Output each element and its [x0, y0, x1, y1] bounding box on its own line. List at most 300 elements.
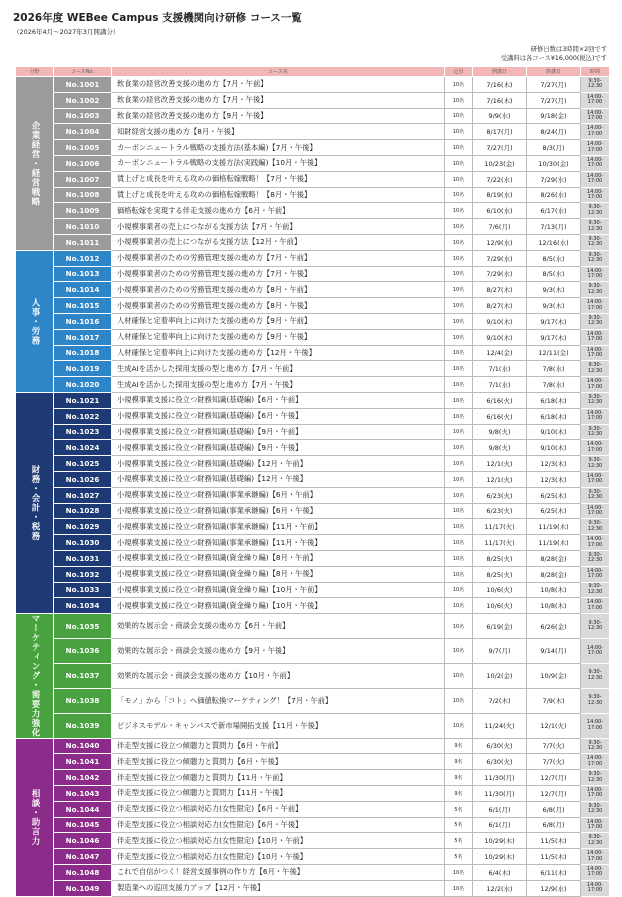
time-start: 14:00- — [586, 850, 604, 857]
course-name: 効果的な展示会・商談会支援の進め方【6月・午前】 — [112, 614, 445, 639]
time-start: 14:00- — [586, 865, 604, 872]
course-capacity: 10名 — [445, 313, 473, 329]
time-end: 17:00 — [587, 649, 603, 656]
time-start: 14:00- — [586, 299, 604, 306]
time-start: 9:30- — [588, 314, 602, 321]
course-number: No.1024 — [54, 440, 112, 456]
time-end: 17:00 — [587, 383, 603, 390]
table-row — [16, 329, 610, 345]
course-time — [581, 582, 610, 598]
course-capacity: 10名 — [445, 187, 473, 203]
course-name: 小規模事業支援に役立つ財務知識(事業承継編)【11月・午前】 — [112, 519, 445, 535]
course-capacity: 10名 — [445, 345, 473, 361]
course-end-date: 6/8(月) — [527, 801, 581, 817]
course-name: 生成AIを活かした採用支援の型と進め方【7月・午前】 — [112, 361, 445, 377]
time-start: 9:30- — [588, 694, 602, 701]
course-capacity: 10名 — [445, 598, 473, 614]
course-time — [581, 864, 610, 880]
course-time — [581, 471, 610, 487]
time-start: 9:30- — [588, 551, 602, 558]
category-cell — [16, 392, 54, 613]
course-number: No.1003 — [54, 108, 112, 124]
course-capacity: 10名 — [445, 713, 473, 738]
table-row — [16, 171, 610, 187]
time-end: 12:30 — [587, 257, 603, 264]
course-capacity: 10名 — [445, 329, 473, 345]
course-number: No.1017 — [54, 329, 112, 345]
course-start-date: 7/1(水) — [473, 361, 527, 377]
course-name: 伴走型支援に役立つ相談対応力(女性限定)【10月・午後】 — [112, 849, 445, 865]
table-row — [16, 187, 610, 203]
table-row — [16, 582, 610, 598]
time-end: 12:30 — [587, 744, 603, 751]
course-end-date: 11/19(木) — [527, 535, 581, 551]
time-end: 12:30 — [587, 430, 603, 437]
course-number: No.1047 — [54, 849, 112, 865]
time-end: 12:30 — [587, 776, 603, 783]
course-number: No.1020 — [54, 377, 112, 393]
course-start-date: 7/27(月) — [473, 140, 527, 156]
time-start: 9:30- — [588, 362, 602, 369]
course-end-date: 12/9(水) — [527, 880, 581, 896]
course-name: 賃上げと成長を叶える攻めの価格転嫁戦略！【8月・午後】 — [112, 187, 445, 203]
course-end-date: 9/14(月) — [527, 638, 581, 663]
course-number: No.1018 — [54, 345, 112, 361]
course-number: No.1028 — [54, 503, 112, 519]
table-row — [16, 801, 610, 817]
time-end: 17:00 — [587, 792, 603, 799]
course-end-date: 7/8(水) — [527, 377, 581, 393]
course-number: No.1008 — [54, 187, 112, 203]
course-start-date: 12/4(金) — [473, 345, 527, 361]
course-end-date: 6/18(木) — [527, 408, 581, 424]
category-label: 人事・労務 — [30, 297, 40, 346]
time-start: 14:00- — [586, 755, 604, 762]
course-end-date: 6/25(木) — [527, 487, 581, 503]
course-name: 小規模事業支援に役立つ財務知識(資金繰り編)【10月・午後】 — [112, 598, 445, 614]
course-number: No.1010 — [54, 219, 112, 235]
time-end: 12:30 — [587, 320, 603, 327]
course-time — [581, 92, 610, 108]
course-end-date: 7/27(月) — [527, 77, 581, 93]
category-label: 企業経営・経営戦略 — [30, 120, 40, 207]
course-start-date: 10/23(金) — [473, 155, 527, 171]
course-end-date: 9/17(木) — [527, 313, 581, 329]
time-end: 12:30 — [587, 699, 603, 706]
course-end-date: 8/28(金) — [527, 550, 581, 566]
time-start: 9:30- — [588, 488, 602, 495]
time-start: 14:00- — [586, 378, 604, 385]
course-start-date: 7/22(水) — [473, 171, 527, 187]
course-name: 飲食業の経営改善支援の進め方【7月・午後】 — [112, 92, 445, 108]
course-end-date: 10/8(木) — [527, 598, 581, 614]
course-number: No.1038 — [54, 688, 112, 713]
course-start-date: 8/25(火) — [473, 550, 527, 566]
course-start-date: 6/4(木) — [473, 864, 527, 880]
course-start-date: 11/24(火) — [473, 713, 527, 738]
course-capacity: 10名 — [445, 638, 473, 663]
course-start-date: 12/1(火) — [473, 471, 527, 487]
time-end: 17:00 — [587, 509, 603, 516]
course-capacity: 10名 — [445, 392, 473, 408]
course-name: 小規模事業支援に役立つ財務知識(基礎編)【12月・午後】 — [112, 471, 445, 487]
time-end: 17:00 — [587, 99, 603, 106]
time-start: 14:00- — [586, 504, 604, 511]
course-name: 伴走型支援に役立つ相談対応力(女性限定)【10月・午前】 — [112, 833, 445, 849]
table-row — [16, 849, 610, 865]
course-time — [581, 614, 610, 639]
course-start-date: 9/10(木) — [473, 313, 527, 329]
course-capacity: 9名 — [445, 785, 473, 801]
course-number: No.1036 — [54, 638, 112, 663]
course-capacity: 5名 — [445, 801, 473, 817]
course-start-date: 12/1(火) — [473, 456, 527, 472]
course-name: 「モノ」から「コト」へ価値転換マーケティング！【7月・午前】 — [112, 688, 445, 713]
time-end: 17:00 — [587, 114, 603, 121]
course-number: No.1016 — [54, 313, 112, 329]
time-end: 12:30 — [587, 241, 603, 248]
course-end-date: 8/24(月) — [527, 124, 581, 140]
course-start-date: 7/2(木) — [473, 688, 527, 713]
course-time — [581, 663, 610, 688]
course-start-date: 6/23(火) — [473, 487, 527, 503]
course-start-date: 9/7(月) — [473, 638, 527, 663]
course-time — [581, 817, 610, 833]
course-name: 伴走型支援に役立つ傾聴力と質問力【6月・午前】 — [112, 738, 445, 754]
course-end-date: 8/26(水) — [527, 187, 581, 203]
course-time — [581, 566, 610, 582]
course-number: No.1035 — [54, 614, 112, 639]
time-end: 17:00 — [587, 193, 603, 200]
course-number: No.1033 — [54, 582, 112, 598]
course-name: 小規模事業者のための労務管理支援の進め方【8月・午後】 — [112, 298, 445, 314]
header-category: 分野 — [16, 67, 54, 77]
time-end: 12:30 — [587, 625, 603, 632]
course-time — [581, 770, 610, 786]
table-row — [16, 124, 610, 140]
table-row — [16, 519, 610, 535]
course-name: 価格転嫁を実現する伴走支援の進め方【6月・午前】 — [112, 203, 445, 219]
course-time — [581, 124, 610, 140]
time-start: 14:00- — [586, 346, 604, 353]
table-row — [16, 219, 610, 235]
time-start: 14:00- — [586, 818, 604, 825]
time-end: 17:00 — [587, 130, 603, 137]
course-time — [581, 801, 610, 817]
time-end: 12:30 — [587, 494, 603, 501]
course-number: No.1039 — [54, 713, 112, 738]
time-end: 12:30 — [587, 399, 603, 406]
course-capacity: 10名 — [445, 155, 473, 171]
time-start: 9:30- — [588, 669, 602, 676]
course-start-date: 11/30(月) — [473, 770, 527, 786]
course-start-date: 8/25(火) — [473, 566, 527, 582]
course-end-date: 8/28(金) — [527, 566, 581, 582]
course-start-date: 8/19(水) — [473, 187, 527, 203]
time-start: 14:00- — [586, 267, 604, 274]
category-label: 相談・助言力 — [30, 788, 40, 846]
time-start: 9:30- — [588, 739, 602, 746]
course-time — [581, 298, 610, 314]
course-capacity: 10名 — [445, 171, 473, 187]
time-start: 14:00- — [586, 188, 604, 195]
course-end-date: 6/11(木) — [527, 864, 581, 880]
course-table-body — [16, 77, 610, 897]
course-capacity: 10名 — [445, 503, 473, 519]
course-number: No.1040 — [54, 738, 112, 754]
time-end: 17:00 — [587, 855, 603, 862]
course-capacity: 9名 — [445, 770, 473, 786]
table-row — [16, 738, 610, 754]
course-name: 小規模事業者のための労務管理支援の進め方【8月・午前】 — [112, 282, 445, 298]
course-time — [581, 550, 610, 566]
course-number: No.1014 — [54, 282, 112, 298]
course-time — [581, 785, 610, 801]
course-table — [15, 66, 610, 897]
time-start: 9:30- — [588, 457, 602, 464]
header-time: 時間 — [581, 67, 610, 77]
course-end-date: 10/30(金) — [527, 155, 581, 171]
course-start-date: 12/9(水) — [473, 234, 527, 250]
course-end-date: 9/10(木) — [527, 440, 581, 456]
course-number: No.1015 — [54, 298, 112, 314]
course-start-date: 10/29(木) — [473, 833, 527, 849]
course-number: No.1031 — [54, 550, 112, 566]
course-capacity: 10名 — [445, 424, 473, 440]
table-row — [16, 503, 610, 519]
course-time — [581, 688, 610, 713]
time-start: 14:00- — [586, 536, 604, 543]
course-capacity: 10名 — [445, 519, 473, 535]
course-end-date: 7/9(木) — [527, 688, 581, 713]
table-row — [16, 108, 610, 124]
time-start: 14:00- — [586, 330, 604, 337]
course-start-date: 7/16(木) — [473, 92, 527, 108]
course-name: 伴走型支援に役立つ傾聴力と質問力【6月・午後】 — [112, 754, 445, 770]
table-row — [16, 663, 610, 688]
time-start: 14:00- — [586, 472, 604, 479]
course-time — [581, 880, 610, 896]
course-start-date: 11/17(火) — [473, 519, 527, 535]
course-start-date: 10/6(火) — [473, 582, 527, 598]
course-number: No.1032 — [54, 566, 112, 582]
table-row — [16, 377, 610, 393]
course-start-date: 6/30(火) — [473, 738, 527, 754]
course-start-date: 7/16(木) — [473, 77, 527, 93]
header-course-no: コースNo. — [54, 67, 112, 77]
course-time — [581, 266, 610, 282]
table-row — [16, 282, 610, 298]
time-start: 14:00- — [586, 109, 604, 116]
table-row — [16, 408, 610, 424]
course-name: 製造業への巡回支援力アップ【12月・午後】 — [112, 880, 445, 896]
time-end: 17:00 — [587, 304, 603, 311]
course-start-date: 7/29(水) — [473, 250, 527, 266]
course-capacity: 10名 — [445, 440, 473, 456]
course-time — [581, 738, 610, 754]
course-number: No.1027 — [54, 487, 112, 503]
table-row — [16, 456, 610, 472]
table-row — [16, 638, 610, 663]
course-time — [581, 140, 610, 156]
time-end: 17:00 — [587, 415, 603, 422]
time-start: 14:00- — [586, 719, 604, 726]
course-time — [581, 424, 610, 440]
table-row — [16, 424, 610, 440]
time-start: 14:00- — [586, 786, 604, 793]
table-row — [16, 140, 610, 156]
course-name: 飲食業の経営改善支援の進め方【7月・午前】 — [112, 77, 445, 93]
time-end: 12:30 — [587, 367, 603, 374]
course-capacity: 5名 — [445, 817, 473, 833]
course-number: No.1001 — [54, 77, 112, 93]
time-end: 17:00 — [587, 541, 603, 548]
course-end-date: 7/7(火) — [527, 754, 581, 770]
course-number: No.1043 — [54, 785, 112, 801]
course-time — [581, 313, 610, 329]
table-row — [16, 392, 610, 408]
course-capacity: 10名 — [445, 77, 473, 93]
course-end-date: 11/5(木) — [527, 833, 581, 849]
course-end-date: 12/11(金) — [527, 345, 581, 361]
time-end: 12:30 — [587, 225, 603, 232]
course-capacity: 10名 — [445, 408, 473, 424]
course-time — [581, 282, 610, 298]
table-row — [16, 266, 610, 282]
table-row — [16, 817, 610, 833]
course-number: No.1048 — [54, 864, 112, 880]
course-end-date: 6/8(月) — [527, 817, 581, 833]
time-end: 17:00 — [587, 336, 603, 343]
course-end-date: 7/29(水) — [527, 171, 581, 187]
course-name: 伴走型支援に役立つ相談対応力(女性限定)【6月・午前】 — [112, 801, 445, 817]
course-number: No.1041 — [54, 754, 112, 770]
course-name: 小規模事業支援に役立つ財務知識(基礎編)【12月・午前】 — [112, 456, 445, 472]
course-time — [581, 713, 610, 738]
course-name: 小規模事業支援に役立つ財務知識(事業承継編)【11月・午後】 — [112, 535, 445, 551]
course-time — [581, 849, 610, 865]
table-row — [16, 203, 610, 219]
time-end: 17:00 — [587, 871, 603, 878]
course-number: No.1019 — [54, 361, 112, 377]
course-start-date: 7/29(水) — [473, 266, 527, 282]
course-end-date: 7/13(月) — [527, 219, 581, 235]
time-start: 14:00- — [586, 441, 604, 448]
time-start: 9:30- — [588, 251, 602, 258]
course-start-date: 9/10(木) — [473, 329, 527, 345]
course-capacity: 10名 — [445, 663, 473, 688]
table-row — [16, 250, 610, 266]
course-name: 小規模事業支援に役立つ財務知識(基礎編)【6月・午前】 — [112, 392, 445, 408]
course-end-date: 12/3(木) — [527, 471, 581, 487]
course-time — [581, 638, 610, 663]
course-time — [581, 187, 610, 203]
course-number: No.1012 — [54, 250, 112, 266]
table-row — [16, 770, 610, 786]
table-row — [16, 234, 610, 250]
course-name: 伴走型支援に役立つ傾聴力と質問力【11月・午後】 — [112, 785, 445, 801]
course-name: 小規模事業支援に役立つ財務知識(事業承継編)【6月・午後】 — [112, 503, 445, 519]
course-name: 小規模事業支援に役立つ財務知識(基礎編)【6月・午後】 — [112, 408, 445, 424]
course-end-date: 9/3(木) — [527, 298, 581, 314]
course-number: No.1025 — [54, 456, 112, 472]
time-start: 9:30- — [588, 802, 602, 809]
course-capacity: 10名 — [445, 361, 473, 377]
time-start: 14:00- — [586, 172, 604, 179]
table-row — [16, 535, 610, 551]
table-row — [16, 487, 610, 503]
time-start: 14:00- — [586, 141, 604, 148]
course-capacity: 10名 — [445, 614, 473, 639]
time-start: 9:30- — [588, 583, 602, 590]
course-start-date: 9/9(水) — [473, 108, 527, 124]
course-name: カーボンニュートラル戦略の支援方法(基本編)【7月・午後】 — [112, 140, 445, 156]
table-row — [16, 713, 610, 738]
course-capacity: 10名 — [445, 282, 473, 298]
time-start: 14:00- — [586, 567, 604, 574]
course-number: No.1013 — [54, 266, 112, 282]
course-start-date: 12/2(水) — [473, 880, 527, 896]
time-end: 12:30 — [587, 462, 603, 469]
header-start-date: 開講日 — [473, 67, 527, 77]
time-start: 9:30- — [588, 235, 602, 242]
course-start-date: 7/1(水) — [473, 377, 527, 393]
time-start: 14:00- — [586, 93, 604, 100]
course-capacity: 10名 — [445, 880, 473, 896]
time-start: 14:00- — [586, 125, 604, 132]
course-name: 伴走型支援に役立つ相談対応力(女性限定)【6月・午後】 — [112, 817, 445, 833]
course-start-date: 10/2(金) — [473, 663, 527, 688]
course-capacity: 10名 — [445, 140, 473, 156]
course-name: 小規模事業支援に役立つ財務知識(資金繰り編)【8月・午前】 — [112, 550, 445, 566]
course-number: No.1037 — [54, 663, 112, 688]
time-end: 12:30 — [587, 209, 603, 216]
table-row — [16, 833, 610, 849]
course-time — [581, 108, 610, 124]
course-number: No.1022 — [54, 408, 112, 424]
course-capacity: 10名 — [445, 108, 473, 124]
course-end-date: 10/8(木) — [527, 582, 581, 598]
course-capacity: 10名 — [445, 582, 473, 598]
course-end-date: 9/18(金) — [527, 108, 581, 124]
course-end-date: 8/5(水) — [527, 250, 581, 266]
course-end-date: 6/25(木) — [527, 503, 581, 519]
note-fee: 受講料は各コース¥16,000(税込)です — [500, 55, 607, 62]
course-start-date: 8/27(木) — [473, 298, 527, 314]
course-start-date: 9/8(火) — [473, 424, 527, 440]
course-time — [581, 754, 610, 770]
course-start-date: 8/27(木) — [473, 282, 527, 298]
course-capacity: 10名 — [445, 92, 473, 108]
table-row — [16, 864, 610, 880]
course-start-date: 11/30(月) — [473, 785, 527, 801]
page-title: 2026年度 WEBee Campus 支援機関向け研修 コース一覧 — [13, 12, 302, 24]
course-time — [581, 171, 610, 187]
course-name: 小規模事業支援に役立つ財務知識(資金繰り編)【8月・午後】 — [112, 566, 445, 582]
time-start: 9:30- — [588, 619, 602, 626]
course-name: 小規模事業者のための労務管理支援の進め方【7月・午後】 — [112, 266, 445, 282]
course-number: No.1029 — [54, 519, 112, 535]
course-time — [581, 203, 610, 219]
course-end-date: 9/17(木) — [527, 329, 581, 345]
time-end: 17:00 — [587, 760, 603, 767]
course-capacity: 10名 — [445, 219, 473, 235]
course-time — [581, 535, 610, 551]
course-name: 賃上げと成長を叶える攻めの価格転嫁戦略！【7月・午後】 — [112, 171, 445, 187]
course-end-date: 11/19(木) — [527, 519, 581, 535]
time-end: 17:00 — [587, 446, 603, 453]
time-start: 9:30- — [588, 520, 602, 527]
